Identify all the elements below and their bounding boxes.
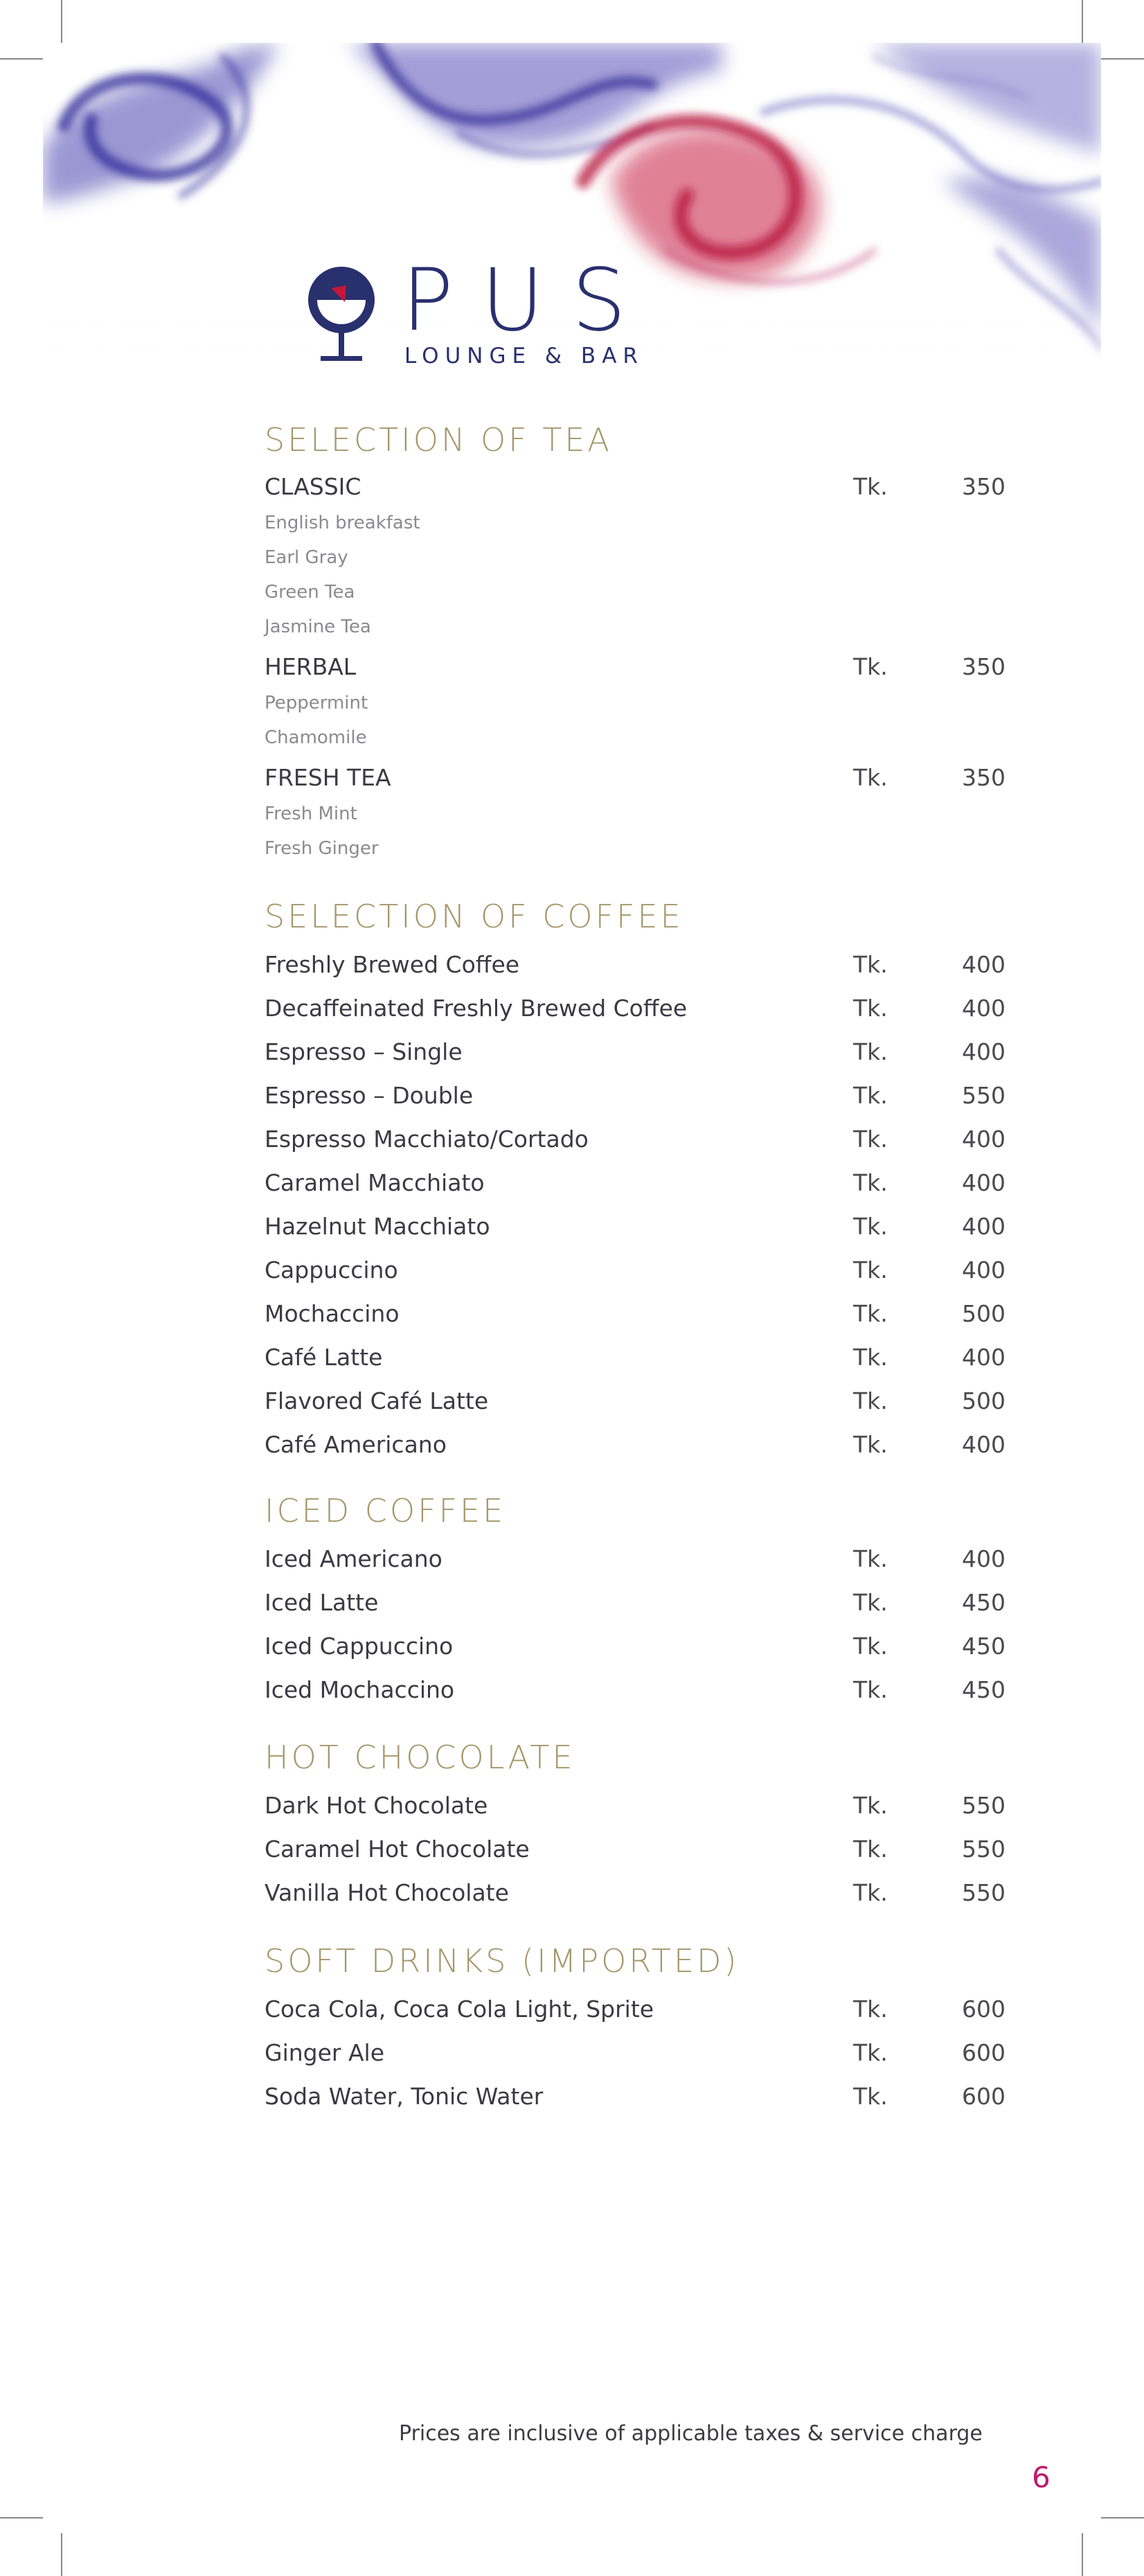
section-title-soft-drinks: SOFT DRINKS (IMPORTED) xyxy=(265,1942,740,1980)
menu-row xyxy=(265,997,1006,1031)
item-name: Caramel Hot Chocolate xyxy=(265,1836,530,1863)
item-price: 350 xyxy=(962,653,1006,680)
item-price: 600 xyxy=(962,2039,1006,2066)
item-name: Café Latte xyxy=(265,1344,383,1371)
menu-row xyxy=(265,1794,1006,1829)
item-price: 500 xyxy=(962,1387,1006,1414)
opus-logo xyxy=(303,251,654,373)
item-currency: Tk. xyxy=(853,1082,888,1109)
menu-row xyxy=(265,1547,1006,1582)
item-currency: Tk. xyxy=(853,1300,888,1327)
item-name: CLASSIC xyxy=(265,473,361,500)
item-currency: Tk. xyxy=(853,995,888,1022)
menu-row xyxy=(265,2085,1006,2120)
section-title-iced-coffee: ICED COFFEE xyxy=(265,1492,506,1529)
menu-row xyxy=(265,1635,1006,1669)
crop-mark-bottom-left-v xyxy=(61,2533,62,2576)
menu-row xyxy=(265,1256,1006,1293)
menu-row xyxy=(265,1084,1006,1119)
item-name: Espresso – Double xyxy=(265,1082,474,1109)
menu-row-classic xyxy=(265,475,1006,510)
item-name: Vanilla Hot Chocolate xyxy=(265,1879,509,1906)
item-name: Iced Americano xyxy=(265,1545,443,1572)
item-currency: Tk. xyxy=(853,1344,888,1371)
item-currency: Tk. xyxy=(853,1387,888,1414)
item-price: 400 xyxy=(962,951,1006,978)
item-price: 550 xyxy=(962,1836,1006,1863)
menu-row xyxy=(265,1389,1006,1424)
item-name: Iced Latte xyxy=(265,1589,379,1616)
menu-row-fresh-tea xyxy=(265,766,1006,801)
menu-row xyxy=(265,1302,1006,1337)
item-price: 400 xyxy=(962,1256,1006,1283)
item-price: 500 xyxy=(962,1300,1006,1327)
menu-row xyxy=(265,1881,1006,1916)
section-title-coffee: SELECTION OF COFFEE xyxy=(265,898,683,935)
crop-mark-top-right-v xyxy=(1082,0,1083,43)
item-currency: Tk. xyxy=(853,473,888,500)
item-price: 400 xyxy=(962,1545,1006,1572)
item-currency: Tk. xyxy=(853,1256,888,1283)
section-title-tea: SELECTION OF TEA xyxy=(265,421,612,459)
item-price: 450 xyxy=(962,1633,1006,1660)
item-currency: Tk. xyxy=(853,1836,888,1863)
item-name: Soda Water, Tonic Water xyxy=(265,2083,544,2110)
item-currency: Tk. xyxy=(853,2039,888,2066)
crop-mark-bottom-right-v xyxy=(1082,2533,1083,2576)
logo-subtitle: LOUNGE & BAR xyxy=(404,344,644,368)
item-name: FRESH TEA xyxy=(265,764,391,791)
item-currency: Tk. xyxy=(853,1589,888,1616)
sub-item: Green Tea xyxy=(265,582,355,603)
item-currency: Tk. xyxy=(853,1038,888,1065)
crop-mark-bottom-left-h xyxy=(0,2517,43,2519)
item-price: 600 xyxy=(962,2083,1006,2110)
item-name: Iced Cappuccino xyxy=(265,1633,454,1660)
sub-item: Fresh Ginger xyxy=(265,838,379,859)
sub-item: Peppermint xyxy=(265,693,368,713)
item-name: Coca Cola, Coca Cola Light, Sprite xyxy=(265,1996,654,2023)
item-price: 550 xyxy=(962,1879,1006,1906)
item-price: 450 xyxy=(962,1589,1006,1616)
item-price: 400 xyxy=(962,1126,1006,1153)
sub-item: English breakfast xyxy=(265,513,420,533)
crop-mark-top-left-h xyxy=(0,58,43,60)
item-price: 350 xyxy=(962,473,1006,500)
item-currency: Tk. xyxy=(853,653,888,680)
item-currency: Tk. xyxy=(853,1996,888,2023)
page-number: 6 xyxy=(1032,2460,1051,2494)
menu-row xyxy=(265,1591,1006,1626)
item-currency: Tk. xyxy=(853,1676,888,1703)
menu-row xyxy=(265,1998,1006,2032)
item-price: 550 xyxy=(962,1082,1006,1109)
menu-row xyxy=(265,1171,1006,1206)
sub-item: Jasmine Tea xyxy=(265,616,371,637)
item-currency: Tk. xyxy=(853,951,888,978)
item-name: Freshly Brewed Coffee xyxy=(265,951,520,978)
item-name: Café Americano xyxy=(265,1431,447,1458)
item-name: Caramel Macchiato xyxy=(265,1169,485,1196)
item-currency: Tk. xyxy=(853,1545,888,1572)
sub-item: Fresh Mint xyxy=(265,803,357,824)
item-currency: Tk. xyxy=(853,1879,888,1906)
item-price: 550 xyxy=(962,1792,1006,1819)
item-name: Hazelnut Macchiato xyxy=(265,1213,490,1240)
menu-row xyxy=(265,1678,1006,1713)
footer-note: Prices are inclusive of applicable taxes & service charge xyxy=(399,2422,983,2446)
item-currency: Tk. xyxy=(853,1633,888,1660)
item-price: 600 xyxy=(962,1996,1006,2023)
item-name: Espresso Macchiato/Cortado xyxy=(265,1126,589,1153)
logo-wordmark: PUS xyxy=(402,251,654,350)
item-price: 400 xyxy=(962,1169,1006,1196)
item-price: 400 xyxy=(962,1431,1006,1458)
item-name: Mochaccino xyxy=(265,1300,400,1327)
item-currency: Tk. xyxy=(853,1431,888,1458)
item-currency: Tk. xyxy=(853,1126,888,1153)
sub-item: Earl Gray xyxy=(265,547,348,568)
item-name: Decaffeinated Freshly Brewed Coffee xyxy=(265,995,688,1022)
menu-row xyxy=(265,1128,1006,1162)
menu-row xyxy=(265,1040,1006,1075)
item-currency: Tk. xyxy=(853,764,888,791)
item-price: 400 xyxy=(962,1213,1006,1240)
item-price: 400 xyxy=(962,995,1006,1022)
item-currency: Tk. xyxy=(853,1169,888,1196)
item-currency: Tk. xyxy=(853,2083,888,2110)
item-currency: Tk. xyxy=(853,1792,888,1819)
item-name: Flavored Café Latte xyxy=(265,1387,489,1414)
menu-row xyxy=(265,953,1006,988)
menu-row-herbal xyxy=(265,655,1006,690)
menu-row xyxy=(265,2041,1006,2076)
item-name: Dark Hot Chocolate xyxy=(265,1792,488,1819)
item-price: 400 xyxy=(962,1344,1006,1371)
item-name: Cappuccino xyxy=(265,1256,398,1283)
item-currency: Tk. xyxy=(853,1213,888,1240)
item-price: 400 xyxy=(962,1038,1006,1065)
item-name: Iced Mochaccino xyxy=(265,1676,455,1703)
item-name: Ginger Ale xyxy=(265,2039,385,2066)
crop-mark-top-right-h xyxy=(1101,58,1144,60)
crop-mark-bottom-right-h xyxy=(1101,2517,1144,2519)
item-price: 450 xyxy=(962,1676,1006,1703)
item-name: Espresso – Single xyxy=(265,1038,463,1065)
wine-glass-logo-icon xyxy=(303,262,393,373)
menu-row xyxy=(265,1433,1006,1468)
menu-row xyxy=(265,1346,1006,1380)
item-price: 350 xyxy=(962,764,1006,791)
crop-mark-top-left-v xyxy=(61,0,62,43)
section-title-hot-chocolate: HOT CHOCOLATE xyxy=(265,1739,575,1776)
menu-row xyxy=(265,1838,1006,1872)
menu-row xyxy=(265,1215,1006,1250)
item-name: HERBAL xyxy=(265,653,357,680)
sub-item: Chamomile xyxy=(265,727,367,748)
